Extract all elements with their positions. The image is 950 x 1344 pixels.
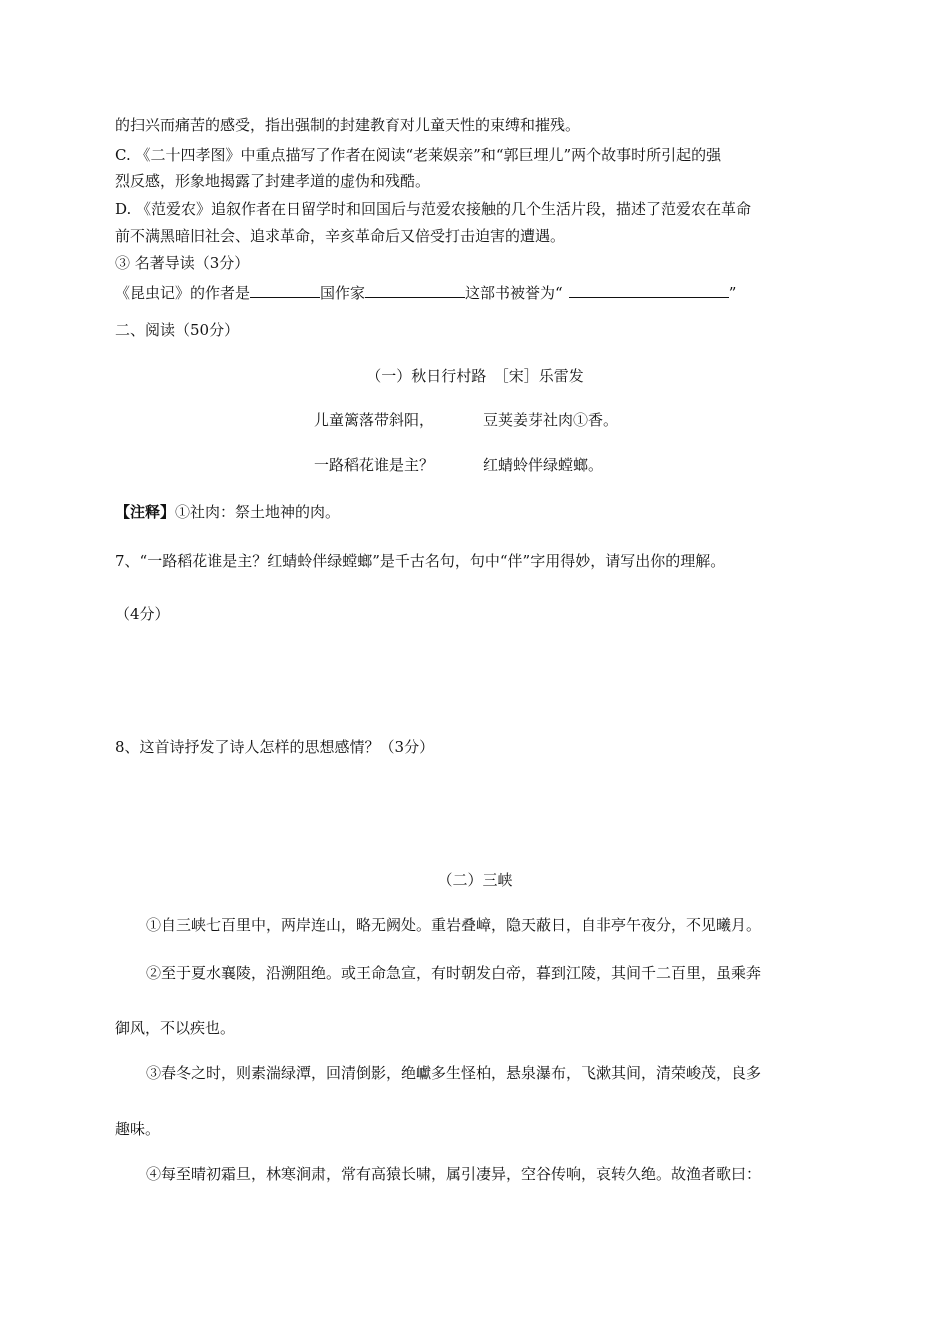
option-b-continuation: 的扫兴而痛苦的感受，指出强制的封建教育对儿童天性的束缚和摧残。 xyxy=(115,116,581,134)
section-heading: 二、阅读（50分） xyxy=(115,321,240,339)
guide-q-part4: ” xyxy=(728,284,737,302)
option-c-line2: 烈反感，形象地揭露了封建孝道的虚伪和残酷。 xyxy=(115,172,431,190)
poem-line1-a: 儿童篱落带斜阳， xyxy=(314,411,435,429)
sanxia-para-1: ①自三峡七百里中，两岸连山，略无阙处。重岩叠嶂，隐天蔽日，自非亭午夜分，不见曦月。 xyxy=(146,916,762,934)
question-7-score: （4分） xyxy=(115,605,170,623)
sanxia-para-2-line1: ②至于夏水襄陵，沿溯阻绝。或王命急宣，有时朝发白帝，暮到江陵，其间千二百里，虽乘奔 xyxy=(146,964,762,982)
guide-heading: ③ 名著导读（3分） xyxy=(115,254,250,272)
guide-q-part2: 国作家 xyxy=(320,284,366,302)
sanxia-para-4: ④每至晴初霜旦，林寒涧肃，常有高猿长啸，属引凄异，空谷传响，哀转久绝。故渔者歌曰： xyxy=(146,1165,762,1183)
poem-title: （一）秋日行村路 ［宋］乐雷发 xyxy=(366,367,584,385)
poem-line2-a: 一路稻花谁是主？ xyxy=(314,456,435,474)
question-7: 7、“一路稻花谁是主？红蜻蛉伴绿螳螂”是千古名句，句中“伴”字用得妙，请写出你的理解。 xyxy=(115,552,726,570)
note-label: 【注释】 xyxy=(115,503,176,521)
option-d-line1: D. 《范爱农》追叙作者在日留学时和回国后与范爱农接触的几个生活片段，描述了范爱农在革命 xyxy=(115,200,752,218)
guide-q-part1: 《昆虫记》的作者是 xyxy=(115,284,251,302)
sanxia-para-3-line1: ③春冬之时，则素湍绿潭，回清倒影，绝巘多生怪柏，悬泉瀑布，飞漱其间，清荣峻茂，良多 xyxy=(146,1064,762,1082)
sanxia-para-3-line2: 趣味。 xyxy=(115,1120,161,1138)
title-blank[interactable] xyxy=(569,282,729,298)
poem-note xyxy=(115,502,340,522)
question-8: 8、这首诗抒发了诗人怎样的思想感情？（3分） xyxy=(115,738,435,756)
sanxia-title: （二）三峡 xyxy=(437,871,513,889)
sanxia-para-2-line2: 御风，不以疾也。 xyxy=(115,1019,236,1037)
poem-line2-b: 红蜻蛉伴绿螳螂。 xyxy=(483,456,604,474)
guide-q-part3: 这部书被誉为“ xyxy=(465,284,563,302)
note-text: ①社肉：祭土地神的肉。 xyxy=(175,503,341,521)
option-c-line1: C. 《二十四孝图》中重点描写了作者在阅读“老莱娱亲”和“郭巨埋儿”两个故事时所引起的强 xyxy=(115,146,722,164)
option-d-line2: 前不满黑暗旧社会、追求革命，辛亥革命后又倍受打击迫害的遭遇。 xyxy=(115,227,566,245)
guide-question xyxy=(115,282,736,303)
poem-line1-b: 豆荚姜芽社肉①香。 xyxy=(483,411,619,429)
author-blank[interactable] xyxy=(250,282,320,298)
nationality-blank[interactable] xyxy=(365,282,465,298)
